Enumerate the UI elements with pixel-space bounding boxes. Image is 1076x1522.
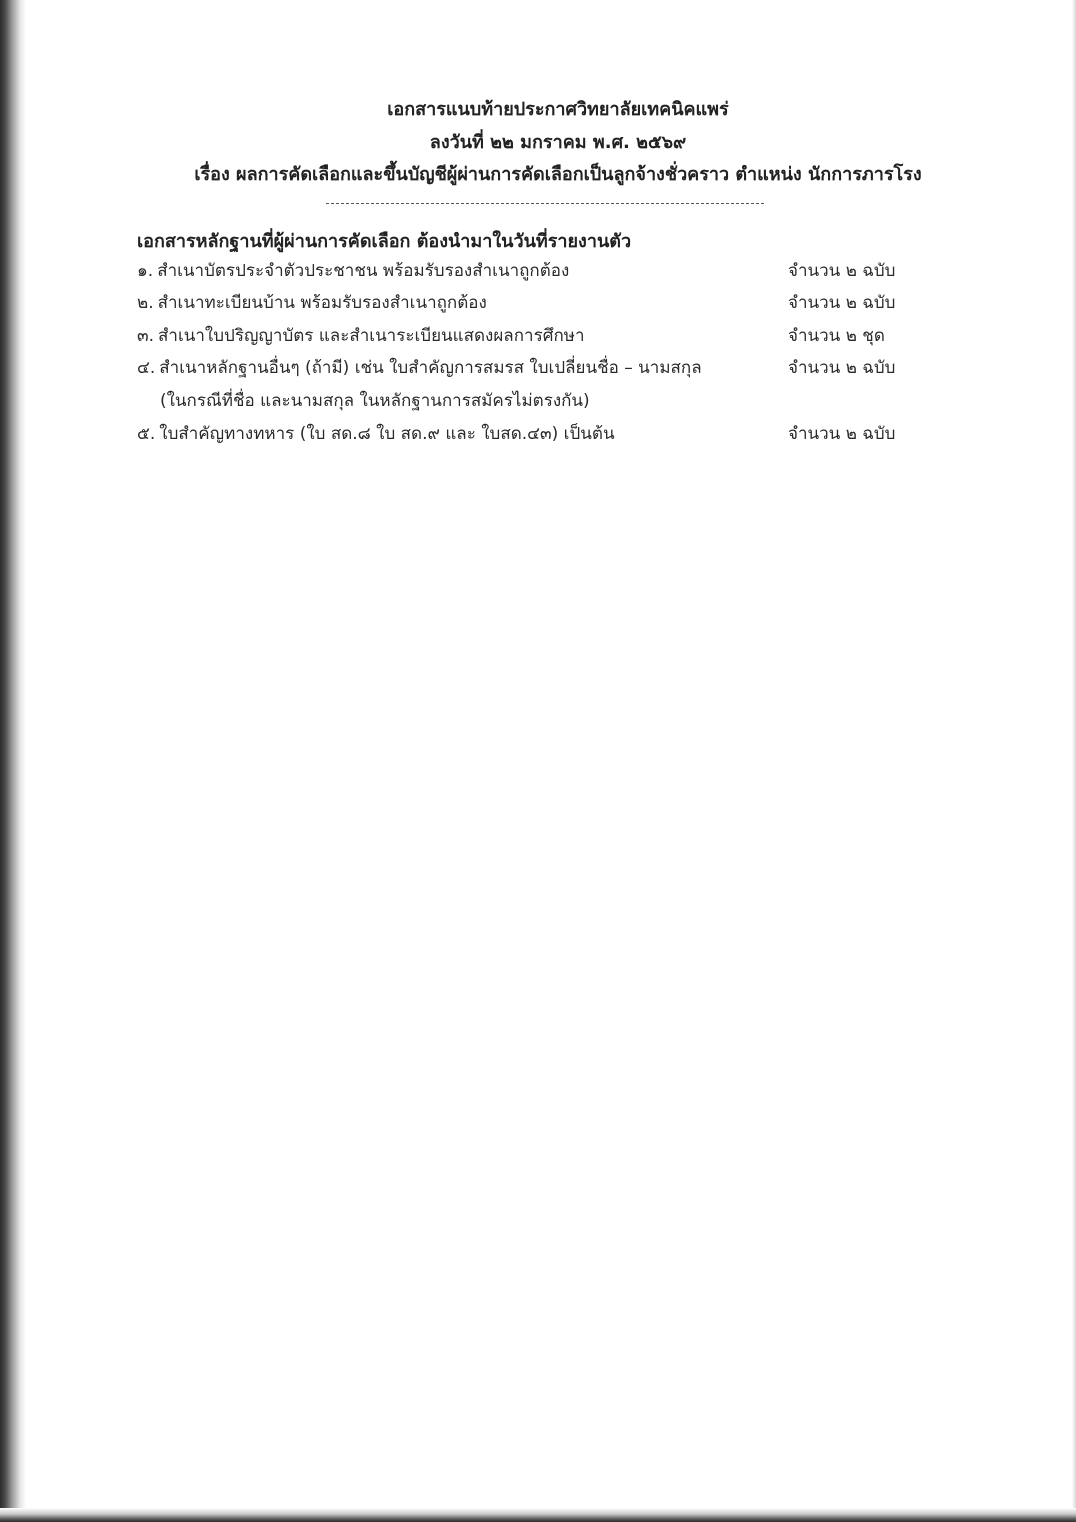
list-item-quantity: จำนวน ๒ ฉบับ [788, 293, 896, 313]
list-item-3 [137, 322, 585, 349]
list-item-5 [137, 420, 615, 447]
dashed-divider [326, 203, 764, 204]
list-item-1 [137, 257, 569, 284]
list-item-text: ใบสำคัญทางทหาร (ใบ สด.๘ ใบ สด.๙ และ ใบสด.๔๓) เป็นต้น [159, 424, 615, 444]
list-item-number: ๓. [137, 326, 155, 346]
document-title: เอกสารแนบท้ายประกาศวิทยาลัยเทคนิคแพร่ [387, 99, 729, 120]
list-item-quantity: จำนวน ๒ ฉบับ [788, 424, 896, 444]
list-item-number: ๔. [137, 358, 156, 378]
document-date: ลงวันที่ ๒๒ มกราคม พ.ศ. ๒๕๖๙ [429, 132, 687, 153]
list-item-text: สำเนาใบปริญญาบัตร และสำเนาระเบียนแสดงผลการศึกษา [158, 326, 585, 346]
list-item-number: ๑. [137, 261, 154, 281]
list-item-quantity: จำนวน ๒ ฉบับ [788, 261, 896, 281]
list-item-4 [137, 354, 702, 381]
list-item-2 [137, 289, 487, 316]
list-item-text: สำเนาบัตรประจำตัวประชาชน พร้อมรับรองสำเนาถูกต้อง [157, 261, 570, 281]
list-item-number: ๒. [137, 293, 154, 313]
list-item-text: สำเนาทะเบียนบ้าน พร้อมรับรองสำเนาถูกต้อง [157, 293, 487, 313]
list-item-text: สำเนาหลักฐานอื่นๆ (ถ้ามี) เช่น ใบสำคัญการสมรส ใบเปลี่ยนชื่อ – นามสกุล [159, 358, 702, 378]
section-heading: เอกสารหลักฐานที่ผู้ผ่านการคัดเลือก ต้องนำมาในวันที่รายงานตัว [137, 231, 632, 252]
list-item-quantity: จำนวน ๒ ชุด [788, 326, 885, 346]
list-item-quantity: จำนวน ๒ ฉบับ [788, 358, 896, 378]
list-item-number: ๕. [137, 424, 156, 444]
list-item-4-continuation: (ในกรณีที่ชื่อ และนามสกุล ในหลักฐานการสมัครไม่ตรงกัน) [160, 391, 590, 411]
document-subject: เรื่อง ผลการคัดเลือกและขึ้นบัญชีผู้ผ่านการคัดเลือกเป็นลูกจ้างชั่วคราว ตำแหน่ง นักการภารโรง [194, 164, 922, 185]
